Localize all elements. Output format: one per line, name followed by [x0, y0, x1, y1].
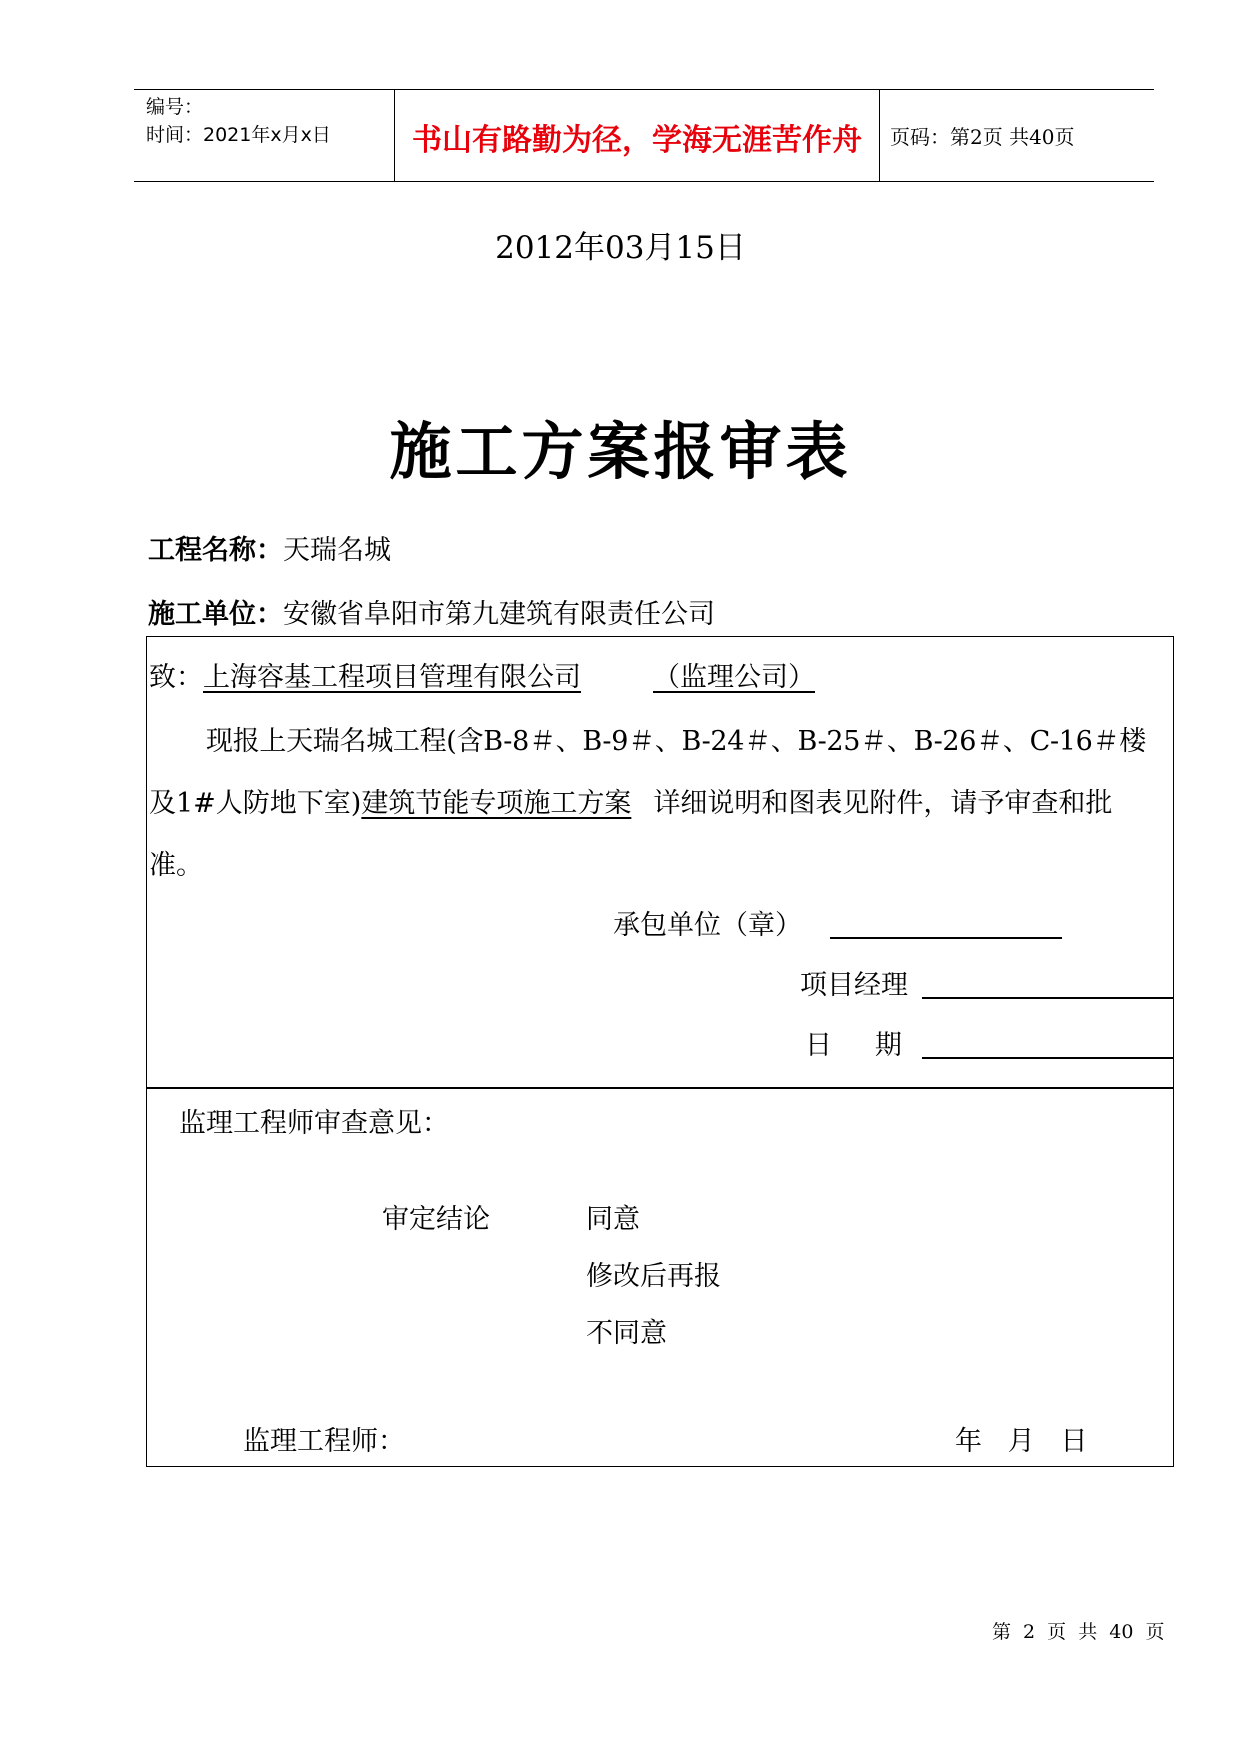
contractor-label: 施工单位：	[148, 599, 283, 630]
contractor-row	[148, 592, 715, 631]
submission-line-2	[149, 781, 1112, 820]
header-meta	[146, 93, 331, 149]
header-page-code: 页码：第2页 共40页	[890, 125, 1075, 149]
contractor-seal-line	[830, 937, 1062, 939]
option-agree: 同意	[586, 1204, 640, 1235]
conclusion-label: 审定结论	[382, 1204, 490, 1235]
option-disagree: 不同意	[586, 1318, 667, 1349]
option-revise-resubmit: 修改后再报	[586, 1261, 721, 1292]
project-name-label: 工程名称：	[148, 535, 283, 566]
header-motto: 书山有路勤为径，学海无涯苦作舟	[412, 123, 862, 158]
addressee-suffix: （监理公司）	[653, 662, 815, 693]
submission-suffix: 详细说明和图表见附件，请予审查和批	[653, 788, 1113, 819]
submission-plan-name: 建筑节能专项施工方案	[361, 788, 632, 819]
addressee-prefix: 致：	[149, 662, 203, 693]
document-title: 施工方案报审表	[389, 415, 852, 488]
document-date: 2012年03月15日	[495, 230, 746, 266]
contractor-value: 安徽省阜阳市第九建筑有限责任公司	[283, 599, 715, 630]
date-line	[922, 1057, 1174, 1059]
approval-form	[146, 636, 1174, 1467]
header-top-rule	[134, 89, 1154, 90]
form-divider	[147, 1087, 1173, 1089]
header-divider-left	[394, 89, 395, 182]
addressee-company: 上海容基工程项目管理有限公司	[203, 662, 581, 693]
serial-label: 编号：	[146, 96, 204, 118]
contractor-seal-label: 承包单位（章）	[613, 910, 802, 941]
project-manager-label: 项目经理	[800, 970, 908, 1001]
page-header	[134, 89, 1154, 182]
date-label: 日 期	[805, 1030, 902, 1061]
project-name-value: 天瑞名城	[283, 535, 391, 566]
addressee-row	[149, 655, 815, 694]
submission-line-3: 准。	[149, 850, 203, 881]
engineer-date: 年 月 日	[955, 1426, 1088, 1457]
submission-line-1: 现报上天瑞名城工程(含B-8＃、B-9＃、B-24＃、B-25＃、B-26＃、C-16＃楼	[206, 726, 1146, 757]
engineer-label: 监理工程师：	[243, 1426, 405, 1457]
project-name-row	[148, 528, 391, 567]
review-heading: 监理工程师审查意见：	[179, 1108, 449, 1139]
header-bottom-rule	[134, 181, 1154, 182]
submission-prefix: 及1#人防地下室)	[149, 788, 362, 819]
header-divider-right	[879, 89, 880, 182]
page-footer: 第 2 页 共 40 页	[992, 1621, 1165, 1643]
project-manager-line	[922, 997, 1174, 999]
time-label: 时间：2021年x月x日	[146, 124, 331, 146]
